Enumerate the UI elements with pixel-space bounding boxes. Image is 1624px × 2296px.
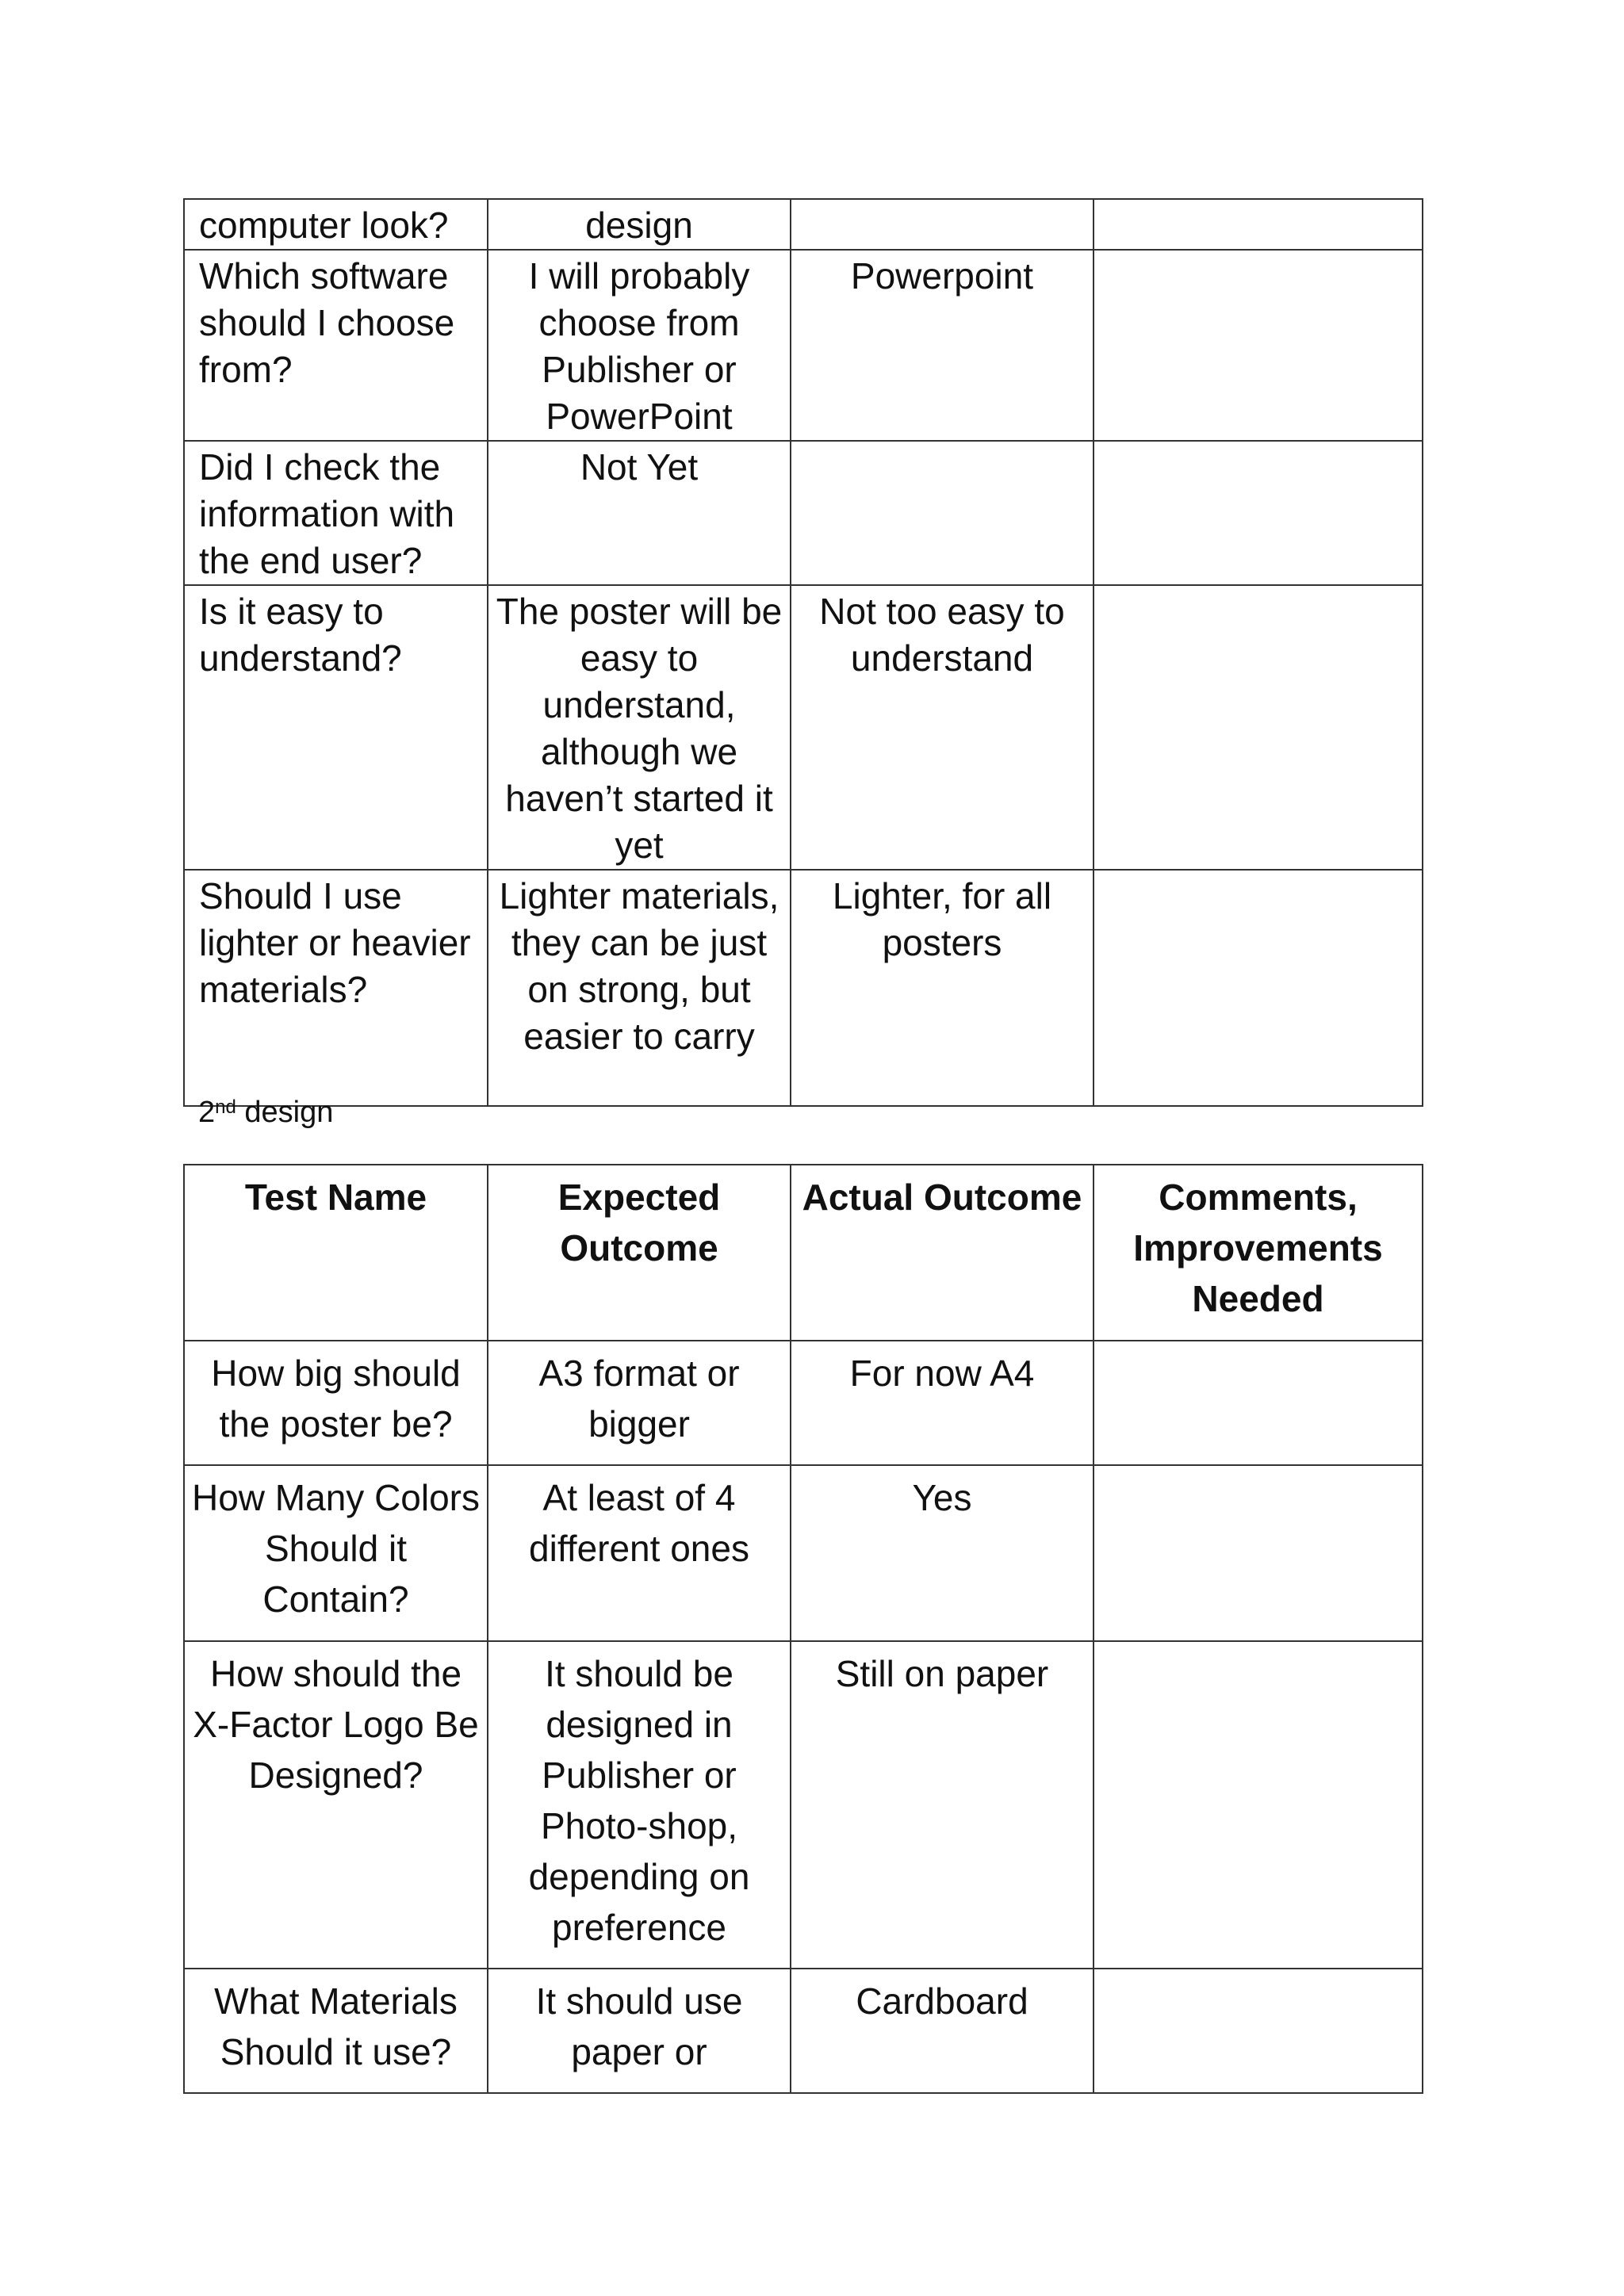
second-design-test-table [183,1164,1423,2094]
header-actual-outcome: Actual Outcome [791,1165,1094,1341]
test-name-cell: Which software should I choose from? [184,250,488,441]
comments-cell [1094,585,1423,870]
test-name-cell: Is it easy to understand? [184,585,488,870]
comments-cell [1094,199,1423,250]
test-name-cell: Did I check the information with the end user? [184,441,488,585]
test-name-cell: How big should the poster be? [184,1341,488,1465]
caption-number: 2 [198,1096,216,1129]
comments-cell [1094,1969,1423,2093]
expected-outcome-cell: It should be designed in Publisher or Photo-shop, depending on preference [488,1641,791,1969]
expected-outcome-cell: A3 format or bigger [488,1341,791,1465]
table-row [184,199,1423,250]
expected-outcome-cell: I will probably choose from Publisher or PowerPoint [488,250,791,441]
actual-outcome-cell [791,199,1094,250]
table-header-row [184,1165,1423,1341]
actual-outcome-cell [791,441,1094,585]
actual-outcome-cell: Yes [791,1465,1094,1641]
table-row [184,1969,1423,2093]
table-row [184,250,1423,441]
actual-outcome-cell: For now A4 [791,1341,1094,1465]
actual-outcome-cell: Lighter, for all posters [791,870,1094,1106]
expected-outcome-cell: At least of 4 different ones [488,1465,791,1641]
actual-outcome-cell: Powerpoint [791,250,1094,441]
caption-text: design [244,1096,334,1129]
test-name-cell: How Many Colors Should it Contain? [184,1465,488,1641]
comments-cell [1094,441,1423,585]
actual-outcome-cell: Not too easy to understand [791,585,1094,870]
test-name-cell: computer look? [184,199,488,250]
actual-outcome-cell: Cardboard [791,1969,1094,2093]
header-expected-outcome: Expected Outcome [488,1165,791,1341]
test-name-cell: Should I use lighter or heavier materials? [184,870,488,1106]
test-table-continued [183,198,1423,1107]
actual-outcome-cell: Still on paper [791,1641,1094,1969]
table-row [184,870,1423,1106]
expected-outcome-cell: It should use paper or [488,1969,791,2093]
section-caption [198,1093,333,1132]
table-row [184,1641,1423,1969]
header-comments: Comments, Improvements Needed [1094,1165,1423,1341]
expected-outcome-cell: The poster will be easy to understand, although we haven’t started it yet [488,585,791,870]
table-row [184,1341,1423,1465]
comments-cell [1094,1341,1423,1465]
comments-cell [1094,870,1423,1106]
expected-outcome-cell: Not Yet [488,441,791,585]
expected-outcome-cell: design [488,199,791,250]
table-row [184,1465,1423,1641]
caption-ordinal-suffix: nd [215,1096,236,1118]
table-row [184,441,1423,585]
table-row [184,585,1423,870]
expected-outcome-cell: Lighter materials, they can be just on strong, but easier to carry [488,870,791,1106]
test-name-cell: What Materials Should it use? [184,1969,488,2093]
header-test-name: Test Name [184,1165,488,1341]
test-name-cell: How should the X-Factor Logo Be Designed? [184,1641,488,1969]
comments-cell [1094,1641,1423,1969]
comments-cell [1094,250,1423,441]
comments-cell [1094,1465,1423,1641]
